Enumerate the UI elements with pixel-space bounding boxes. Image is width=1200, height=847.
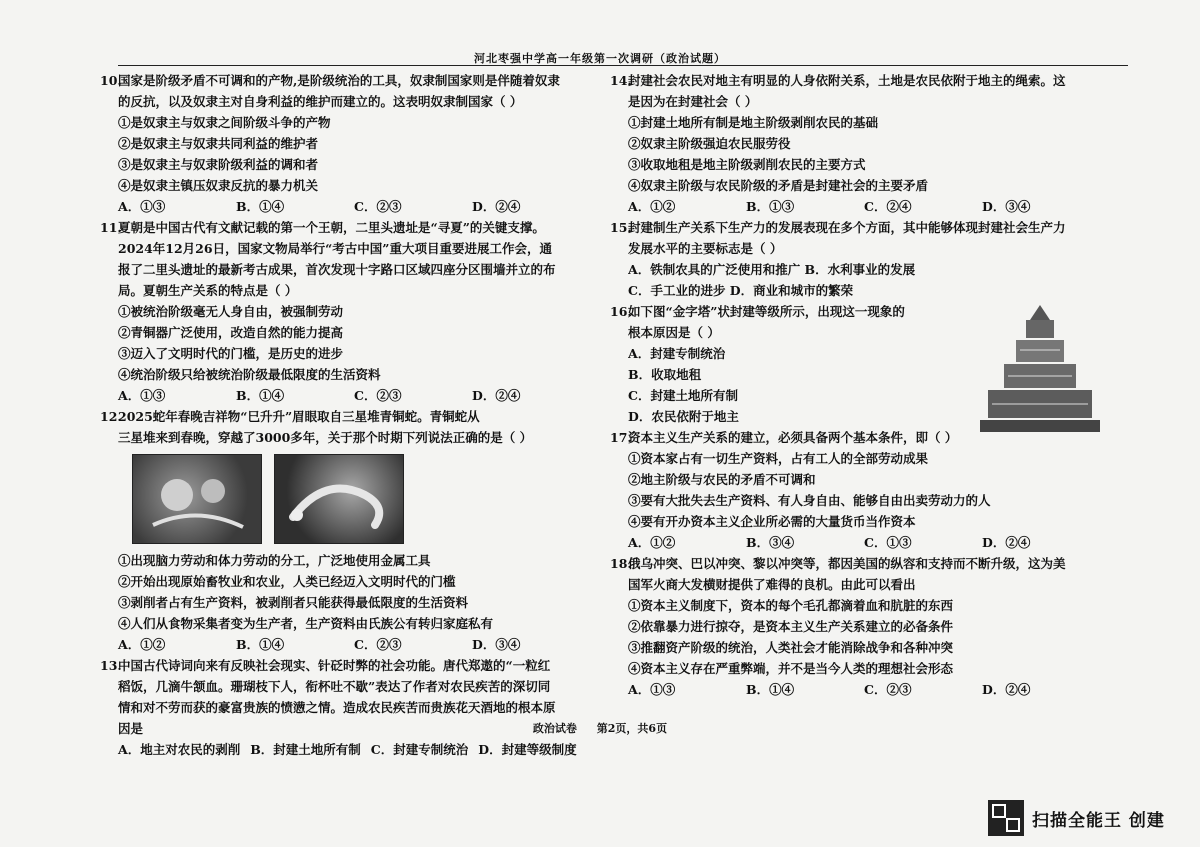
answer-choice: C．②③ — [864, 682, 912, 697]
question-stem-line: 封建制生产关系下生产力的发展表现在多个方面，其中能够体现封建社会生产力 — [628, 220, 1066, 235]
answer-choice: A．①② — [628, 535, 676, 550]
answer-choice: D．②④ — [982, 535, 1031, 550]
answer-choice: A．①③ — [118, 388, 166, 403]
footer-page: 第2页，共6页 — [596, 722, 668, 735]
question-option: ②依靠暴力进行掠夺，是资本主义生产关系建立的必备条件 — [628, 619, 954, 634]
question-option: ④是奴隶主镇压奴隶反抗的暴力机关 — [118, 178, 319, 193]
question — [100, 655, 618, 760]
answer-choices — [118, 739, 618, 760]
footer-subject: 政治试卷 — [532, 722, 577, 735]
question-stem-line: 2024年12月26日，国家文物局举行“考古中国”重大项目重要进展工作会，通 — [118, 241, 552, 256]
answer-choice: B．①③ — [746, 199, 795, 214]
question — [610, 217, 1128, 301]
question-stem-line: 2025蛇年春晚吉祥物“巳升升”眉眼取自三星堆青铜蛇。青铜蛇从 — [118, 409, 480, 424]
question-option: ④奴隶主阶级与农民阶级的矛盾是封建社会的主要矛盾 — [628, 178, 929, 193]
question-stem-line: 情和对不劳而获的豪富贵族的愤懑之情。造成农民疾苦而贵族花天酒地的根本原 — [118, 700, 556, 715]
question-number: 13. — [100, 658, 122, 673]
question-stem-line: 如下图“金字塔”状封建等级所示，出现这一现象的 — [628, 304, 905, 319]
question-option: ②地主阶级与农民的矛盾不可调和 — [628, 472, 816, 487]
question-stem-line: 稻饭，几滴牛颔血。珊瑚枝下人，衔杯吐不歇”表达了作者对农民疾苦的深切同 — [118, 679, 551, 694]
answer-choice: D．③④ — [472, 637, 521, 652]
answer-choice: A．①② — [118, 637, 166, 652]
question-option: C．手工业的进步 D．商业和城市的繁荣 — [628, 283, 854, 298]
question-option: D．农民依附于地主 — [628, 409, 739, 424]
answer-choice: C．①③ — [864, 535, 912, 550]
question-option: A．封建专制统治 — [628, 346, 726, 361]
question-option: ③是奴隶主与奴隶阶级利益的调和者 — [118, 157, 319, 172]
question-option: ④要有开办资本主义企业所必需的大量货币当作资本 — [628, 514, 916, 529]
question-option: ③要有大批失去生产资料、有人身自由、能够自由出卖劳动力的人 — [628, 493, 991, 508]
question-stem-line: 国军火商大发横财提供了难得的良机。由此可以看出 — [628, 577, 916, 592]
answer-choice: A．①③ — [118, 199, 166, 214]
question — [610, 427, 1128, 553]
question-number: 18. — [610, 556, 632, 571]
question-stem-line: 局。夏朝生产关系的特点是（ ） — [118, 283, 298, 298]
question-option: A．铁制农具的广泛使用和推广 B．水利事业的发展 — [628, 262, 916, 277]
answer-choice: D．③④ — [982, 199, 1031, 214]
scanner-watermark: 扫描全能王 创建 — [1032, 811, 1165, 831]
question-number: 17. — [610, 430, 632, 445]
bronze-snake-photos — [132, 454, 618, 544]
question-option: ①是奴隶主与奴隶之间阶级斗争的产物 — [118, 115, 331, 130]
question-option: ③迈入了文明时代的门槛，是历史的进步 — [118, 346, 344, 361]
qr-code-icon — [988, 800, 1024, 836]
bronze-snake-photo — [274, 454, 404, 544]
answer-choice: B．①④ — [236, 199, 285, 214]
question-option: ③剥削者占有生产资料，被剥削者只能获得最低限度的生活资料 — [118, 595, 469, 610]
page-header: 河北枣强中学高一年级第一次调研（政治试题） — [474, 52, 726, 65]
answer-choice: B．③④ — [746, 535, 795, 550]
feudal-pyramid-image — [980, 300, 1100, 435]
answer-choice: D．②④ — [472, 388, 521, 403]
question-option: ①资本家占有一切生产资料，占有工人的全部劳动成果 — [628, 451, 929, 466]
question-option: ①被统治阶级毫无人身自由，被强制劳动 — [118, 304, 344, 319]
question-stem-line: 中国古代诗词向来有反映社会现实、针砭时弊的社会功能。唐代郑遨的“一粒红 — [118, 658, 551, 673]
question-stem-line: 因是 — [118, 721, 144, 736]
question-stem-line: 俄乌冲突、巴以冲突、黎以冲突等，都因美国的纵容和支持而不断升级，这为美 — [628, 556, 1066, 571]
question-option: ①资本主义制度下，资本的每个毛孔都滴着血和肮脏的东西 — [628, 598, 954, 613]
answer-choice: A．①② — [628, 199, 676, 214]
answer-choices — [118, 634, 618, 655]
question-number: 12. — [100, 409, 122, 424]
question-option: ②是奴隶主与奴隶共同利益的维护者 — [118, 136, 319, 151]
question-stem-line: 根本原因是（ ） — [628, 325, 720, 340]
question-option: C．封建土地所有制 — [628, 388, 738, 403]
question-option: ④统治阶级只给被统治阶级最低限度的生活资料 — [118, 367, 381, 382]
answer-choice: D．②④ — [982, 682, 1031, 697]
question — [610, 553, 1128, 700]
answer-choice: A．地主对农民的剥削 — [118, 742, 241, 757]
question-stem-line: 资本主义生产关系的建立，必须具备两个基本条件，即（ ） — [628, 430, 958, 445]
question-number: 16. — [610, 304, 632, 319]
answer-choices — [628, 679, 1128, 700]
question-option: ①封建土地所有制是地主阶级剥削农民的基础 — [628, 115, 879, 130]
question-number: 11. — [100, 220, 122, 235]
question-option: B．收取地租 — [628, 367, 702, 382]
answer-choice: A．①③ — [628, 682, 676, 697]
answer-choices — [118, 385, 618, 406]
answer-choice: B．封建土地所有制 — [250, 742, 361, 757]
answer-choices — [628, 532, 1128, 553]
answer-choice: B．①④ — [236, 388, 285, 403]
answer-choice: B．①④ — [746, 682, 795, 697]
answer-choice: C．②③ — [354, 199, 402, 214]
header-divider — [118, 65, 1128, 66]
question — [100, 406, 618, 655]
answer-choice: D．封建等级制度 — [478, 742, 577, 757]
answer-choice: C．②④ — [864, 199, 912, 214]
question — [100, 70, 618, 217]
question-stem-line: 夏朝是中国古代有文献记载的第一个王朝，二里头遗址是“寻夏”的关键支撑。 — [118, 220, 545, 235]
question-number: 15. — [610, 220, 632, 235]
question-option: ②青铜器广泛使用，改造自然的能力提高 — [118, 325, 344, 340]
mascot-photo — [132, 454, 262, 544]
question — [100, 217, 618, 406]
question-stem-line: 三星堆来到春晚，穿越了3000多年，关于那个时期下列说法正确的是（ ） — [118, 430, 533, 445]
answer-choice: C．封建专制统治 — [370, 742, 469, 757]
question-option: ③收取地租是地主阶级剥削农民的主要方式 — [628, 157, 866, 172]
question-option: ③推翻资产阶级的统治，人类社会才能消除战争和各种冲突 — [628, 640, 954, 655]
left-column — [100, 70, 618, 760]
question-stem-line: 是因为在封建社会（ ） — [628, 94, 758, 109]
question-number: 10. — [100, 73, 122, 88]
question-option: ④资本主义存在严重弊端，并不是当今人类的理想社会形态 — [628, 661, 954, 676]
question-stem-line: 的反抗，以及奴隶主对自身利益的维护而建立的。这表明奴隶制国家（ ） — [118, 94, 523, 109]
answer-choice: C．②③ — [354, 637, 402, 652]
question-stem-line: 封建社会农民对地主有明显的人身依附关系，土地是农民依附于地主的绳索。这 — [628, 73, 1066, 88]
answer-choices — [118, 196, 618, 217]
question-option: ④人们从食物采集者变为生产者，生产资料由氏族公有转归家庭私有 — [118, 616, 494, 631]
page-footer — [0, 720, 1200, 736]
question-option: ①出现脑力劳动和体力劳动的分工，广泛地使用金属工具 — [118, 553, 431, 568]
question-option: ②奴隶主阶级强迫农民服劳役 — [628, 136, 791, 151]
question-stem-line: 国家是阶级矛盾不可调和的产物,是阶级统治的工具，奴隶制国家则是伴随着奴隶 — [118, 73, 560, 88]
question-stem-line: 发展水平的主要标志是（ ） — [628, 241, 783, 256]
question-number: 14. — [610, 73, 632, 88]
question-stem-line: 报了二里头遗址的最新考古成果，首次发现十字路口区域四座分区围墙并立的布 — [118, 262, 556, 277]
question-option: ②开始出现原始畜牧业和农业，人类已经迈入文明时代的门槛 — [118, 574, 456, 589]
answer-choice: B．①④ — [236, 637, 285, 652]
answer-choice: D．②④ — [472, 199, 521, 214]
answer-choice: C．②③ — [354, 388, 402, 403]
answer-choices — [628, 196, 1128, 217]
question — [610, 70, 1128, 217]
